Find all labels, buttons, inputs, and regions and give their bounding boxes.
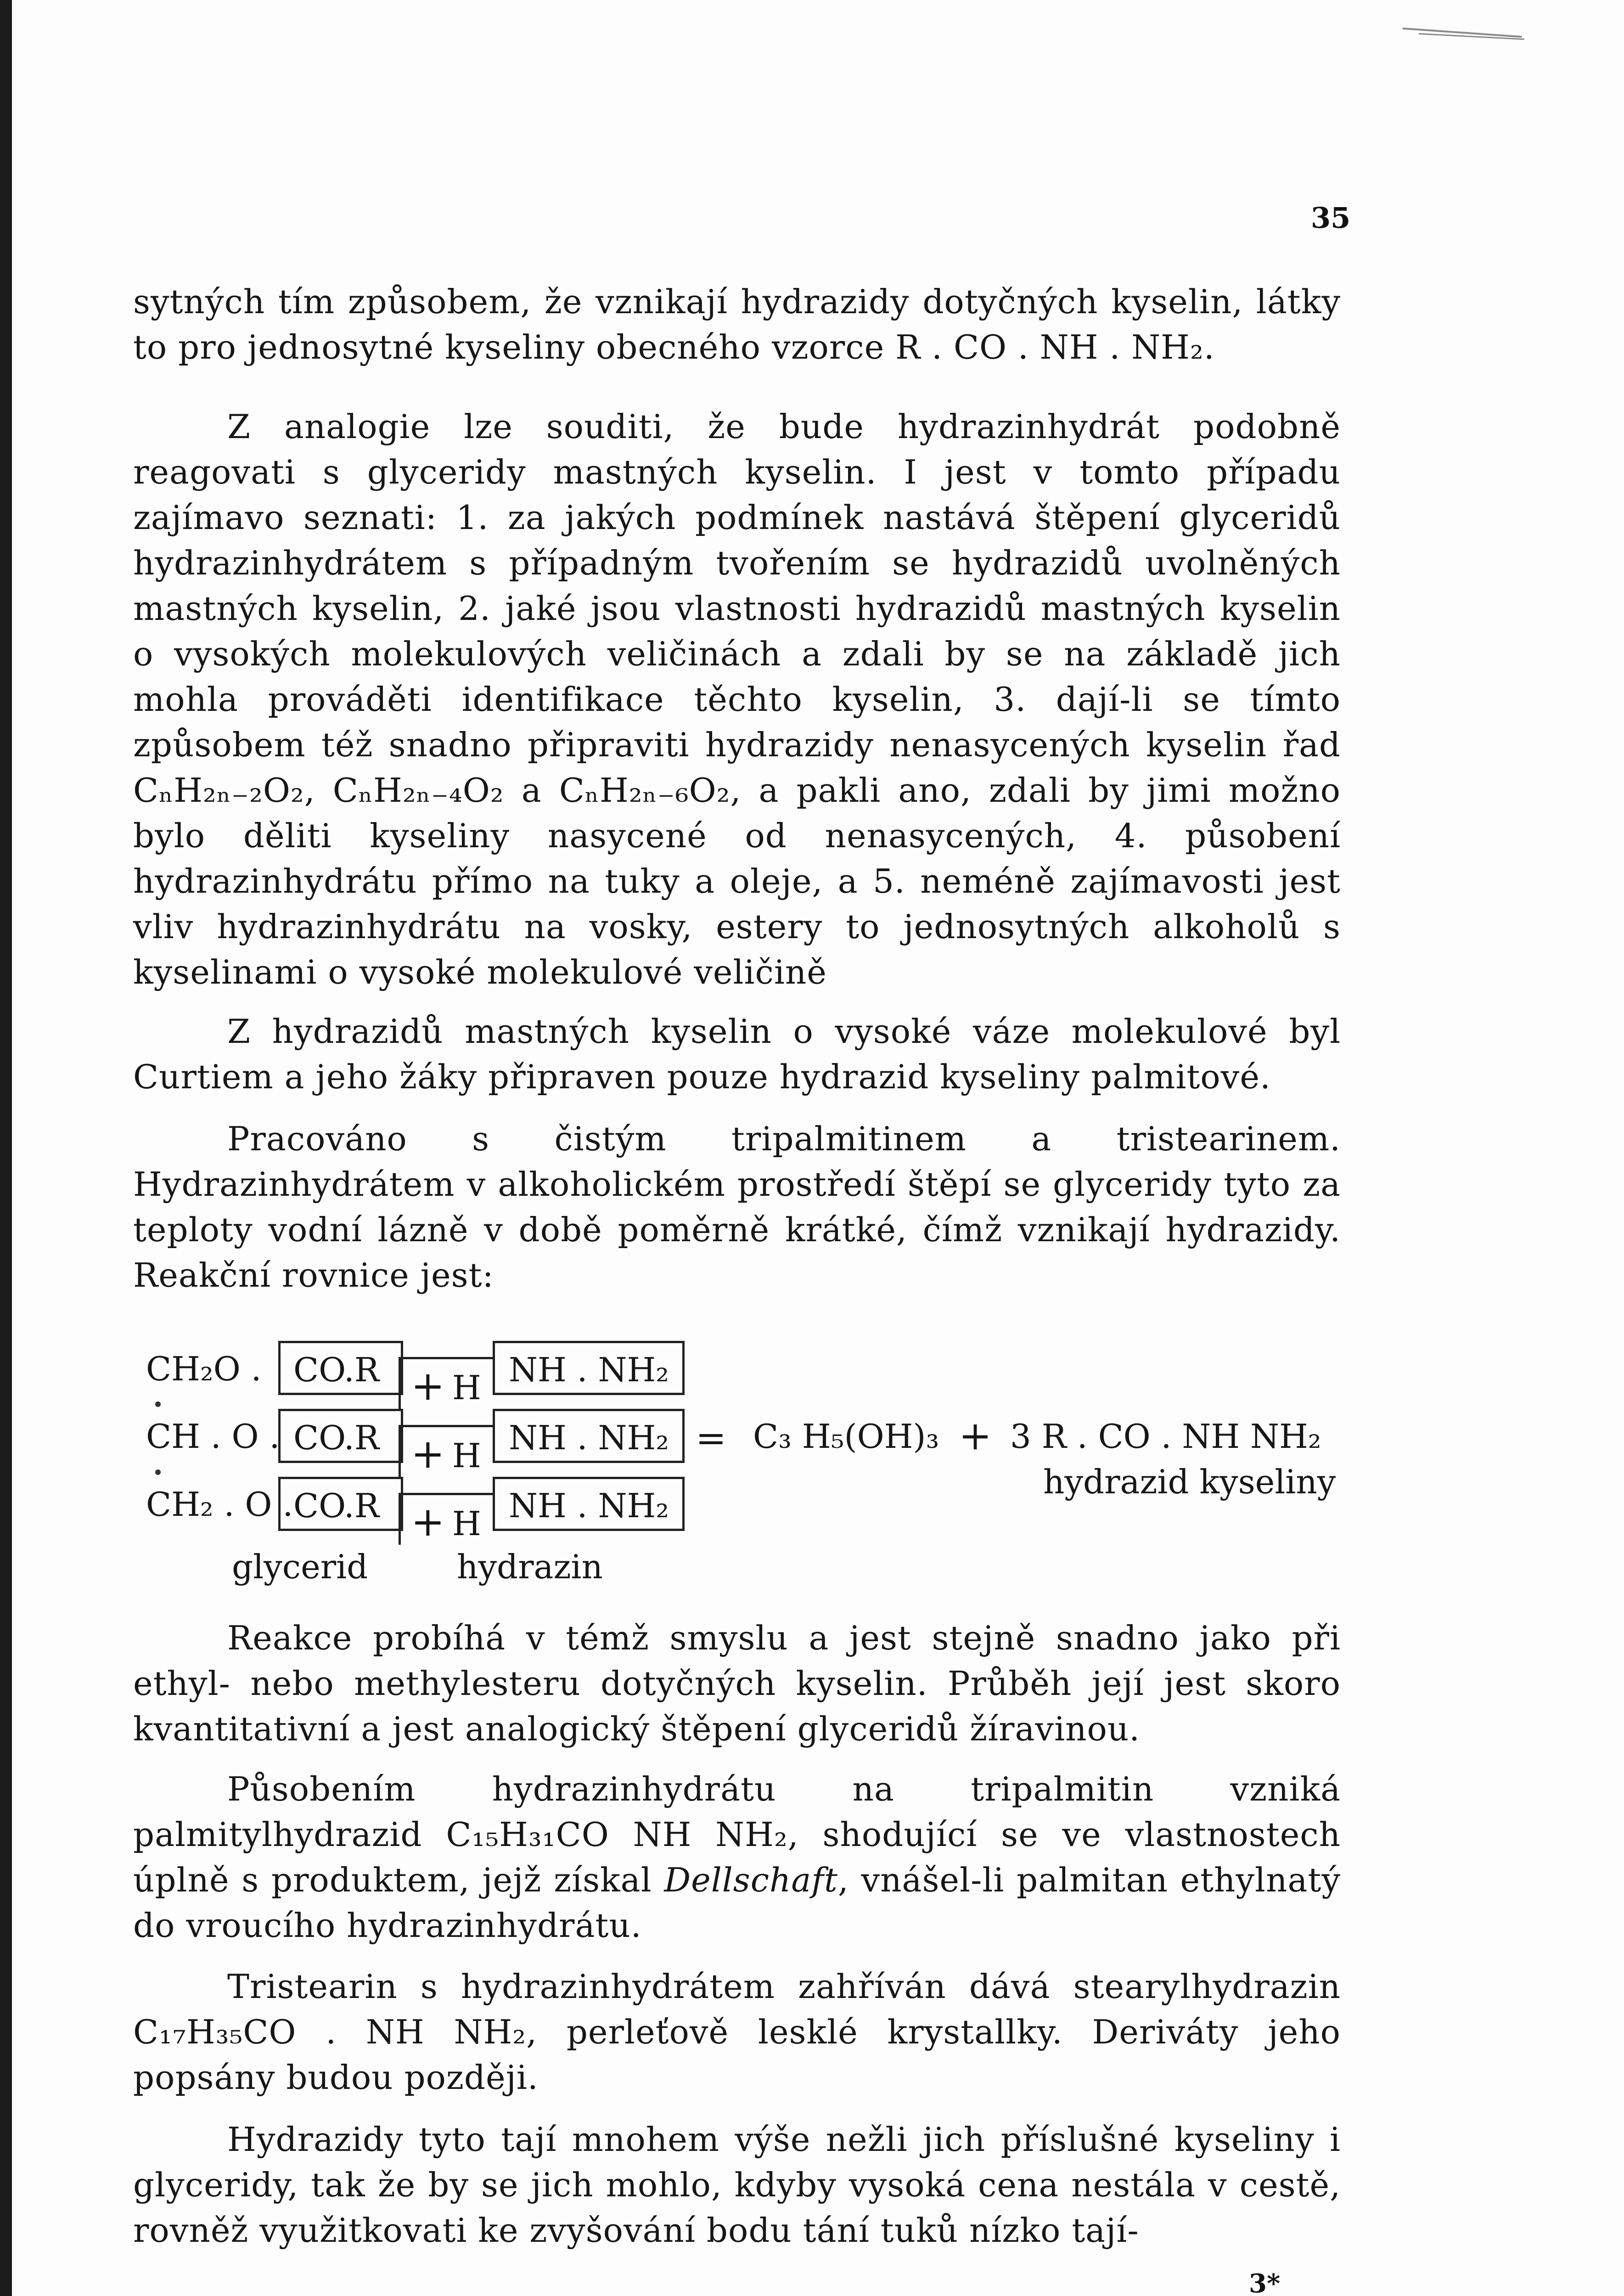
scan-left-edge [0,0,12,2296]
equals-sign: = [696,1417,727,1459]
hydrogen-box: + H [399,1357,495,1409]
label-hydrazine: hydrazin [457,1548,603,1586]
product-glycerol: C₃ H₅(OH)₃ [753,1417,939,1456]
product-plus: + [959,1413,992,1459]
page-number: 35 [1311,201,1351,235]
bond-dot [155,1401,161,1407]
signature-mark: 3* [1249,2268,1281,2296]
glyceride-group: CH₂O . [146,1350,262,1388]
amine-box: NH . NH₂ [493,1477,685,1531]
acyl-box: CO.R [278,1409,403,1463]
acyl-box: CO.R [278,1477,403,1531]
paragraph: Pracováno s čistým tripalmitinem a tristearinem. Hydrazinhydrátem v alkoholickém prostředí štěpí se glyceridy tyto za teploty vodní lázně v době poměrně krátké, čímž vznikají hydrazidy. Reakční rovnice jest: [133,1120,1341,1294]
paragraph: Z hydrazidů mastných kyselin o vysoké váze molekulové byl Curtiem a jeho žáky připraven pouze hydrazid kyseliny palmitové. [133,1012,1341,1096]
glyceride-group: CH₂ . O . [146,1485,293,1524]
paragraph: Reakce probíhá v témž smyslu a jest stejně snadno jako při ethyl- nebo methylesteru dotyčných kyselin. Průběh její jest skoro kvantitativní a jest analogický štěpení glyceridů žíravinou. [133,1619,1341,1748]
bond-dot [155,1469,161,1475]
paragraph: sytných tím způsobem, že vznikají hydrazidy dotyčných kyselin, látky to pro jednosytné kyseliny obecného vzorce R . CO . NH . NH₂. [133,282,1341,366]
label-glyceride: glycerid [232,1548,368,1586]
acyl-box: CO.R [278,1341,403,1395]
glyceride-group: CH . O . [146,1417,280,1456]
author-name: Dellschaft [664,1861,838,1899]
paragraph: Z analogie lze souditi, že bude hydrazinhydrát podobně reagovati s glyceridy mastných kyselin. I jest v tomto případu zajímavo seznati: 1. za jakých podmínek nastává štěpení glyceridů hydrazinhydrátem s případným tvořením se hydrazidů uvolněných mastných kyselin, 2. jaké jsou vlastnosti hydrazidů mastných kyselin o vysokých molekulových veličinách a zdali by se na základě jich mohla prováděti identifikace těchto kyselin, 3. dají-li se tímto způsobem též snadno připraviti hydrazidy nenasycených kyselin řad CₙH₂ₙ₋₂O₂, CₙH₂ₙ₋₄O₂ a CₙH₂ₙ₋₆O₂, a pakli ano, zdali by jimi možno bylo děliti kyseliny nasycené od nenasycených, 4. působení hydrazinhydrátu přímo na tuky a oleje, a 5. neméně zajímavosti jest vliv hydrazinhydrátu na vosky, estery to jednosytných alkoholů s kyselinami o vysoké molekulové veličině [133,407,1341,991]
amine-box: NH . NH₂ [493,1409,685,1463]
paragraph: Hydrazidy tyto tají mnohem výše nežli jich příslušné kyseliny i glyceridy, tak že by se jich mohlo, kdyby vysoká cena nestála v cestě, rovněž využitkovati ke zvyšování bodu tání tuků nízko tají- [133,2120,1341,2250]
hydrogen-box: + H [399,1493,495,1545]
label-product: hydrazid kyseliny [1043,1463,1336,1501]
paragraph: Působením hydrazinhydrátu na tripalmitin vzniká palmitylhydrazid C₁₅H₃₁CO NH NH₂, shodující se ve vlastnostech úplně s produktem, jejž získal Dellschaft, vnášel-li palmitan ethylnatý do vroucího hydrazinhydrátu. [133,1770,1341,1945]
product-hydrazide: 3 R . CO . NH NH₂ [1010,1417,1321,1456]
amine-box: NH . NH₂ [493,1341,685,1395]
paragraph: Tristearin s hydrazinhydrátem zahříván dává stearylhydrazin C₁₇H₃₅CO . NH NH₂, perleťově lesklé krystallky. Deriváty jeho popsány budou později. [133,1967,1341,2097]
hydrogen-box: + H [399,1425,495,1477]
